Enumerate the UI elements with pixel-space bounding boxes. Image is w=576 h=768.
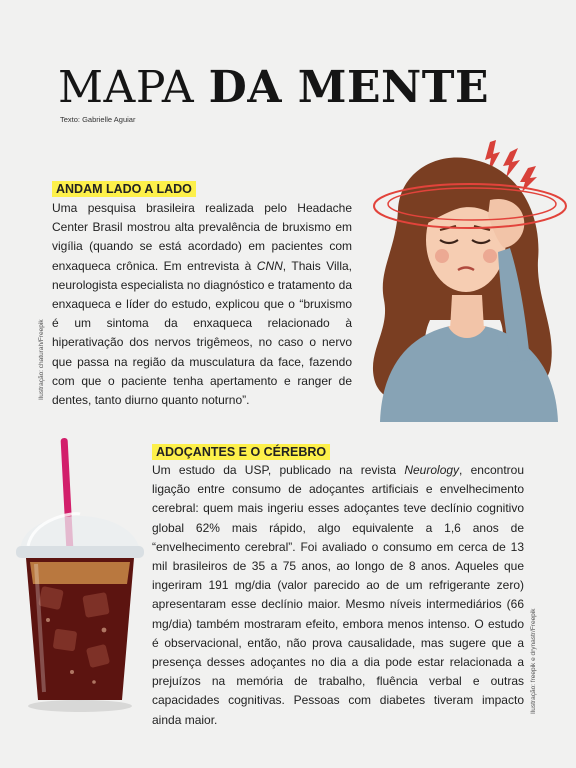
page-title <box>58 62 489 114</box>
title-part-regular: MAPA <box>58 62 209 113</box>
headache-woman-illustration <box>360 130 570 422</box>
title-part-bold: DA MENTE <box>208 62 490 113</box>
section-heading-adocantes: ADOÇANTES E O CÉREBRO <box>152 444 330 460</box>
body-text-part: , Thais Villa, neurologista especialista no diagnóstico e tratamento da enxaqueca e líder do estudo, explicou que o “bruxismo é um sintoma da enxaqueca relacionado à hiperativação dos nervos trigêmeos, no caso o nervo que passa na região da musculatura da face, fazendo com que o paciente tenha apertamento e ranger de dentes, tanto diurno quanto noturno”. <box>52 258 352 408</box>
author-credit: Texto: Gabrielle Aguiar <box>60 115 136 124</box>
section-body-adocantes <box>152 461 524 730</box>
body-text-italic: Neurology <box>404 463 460 477</box>
soda-cup-illustration <box>14 434 146 716</box>
body-text-part: Uma pesquisa brasileira realizada pelo Headache Center Brasil mostrou alta prevalência de bruxismo em vigília (quando se está acordado) em pacientes com enxaqueca crônica. Em entrevista à <box>52 201 352 273</box>
body-text-italic: CNN <box>256 258 283 273</box>
body-text-part: , encontrou ligação entre consumo de adoçantes artificiais e envelhecimento cerebral: quem mais ingeriu esses adoçantes teve declínio cognitivo global 62% mais rápido, algo equivalente a 1,6 anos de “envelhecimento cerebral”. Foi avaliado o consumo em cerca de 13 mil brasileiros de 35 a 75 anos, ao longo de 8 anos. Aqueles que ingeriram 191 mg/dia (valor parecido ao de um refrigerante zero) apresentaram esse declínio maior. Mesmo níveis intermediários (66 mg/dia) também mostraram efeito, embora menos intenso. O estudo é observacional, então, não prova causalidade, mas sugere que a presença desses adoçantes no dia a dia pode estar relacionada a prejuízos na memória de trabalho, fluência verbal e outras capacidades cognitivas. Pessoas com diabetes tiveram impacto ainda maior. <box>152 463 525 727</box>
body-text-part: Um estudo da USP, publicado na revista <box>152 463 405 477</box>
section-body-bruxismo <box>52 199 352 410</box>
illustration-credit-cup: Ilustração: freepik e drynastr/Freepik <box>530 608 537 714</box>
illustration-credit-woman: Ilustração: chaturah/Freepik <box>38 319 45 400</box>
section-heading-andam-lado-a-lado: ANDAM LADO A LADO <box>52 181 196 197</box>
